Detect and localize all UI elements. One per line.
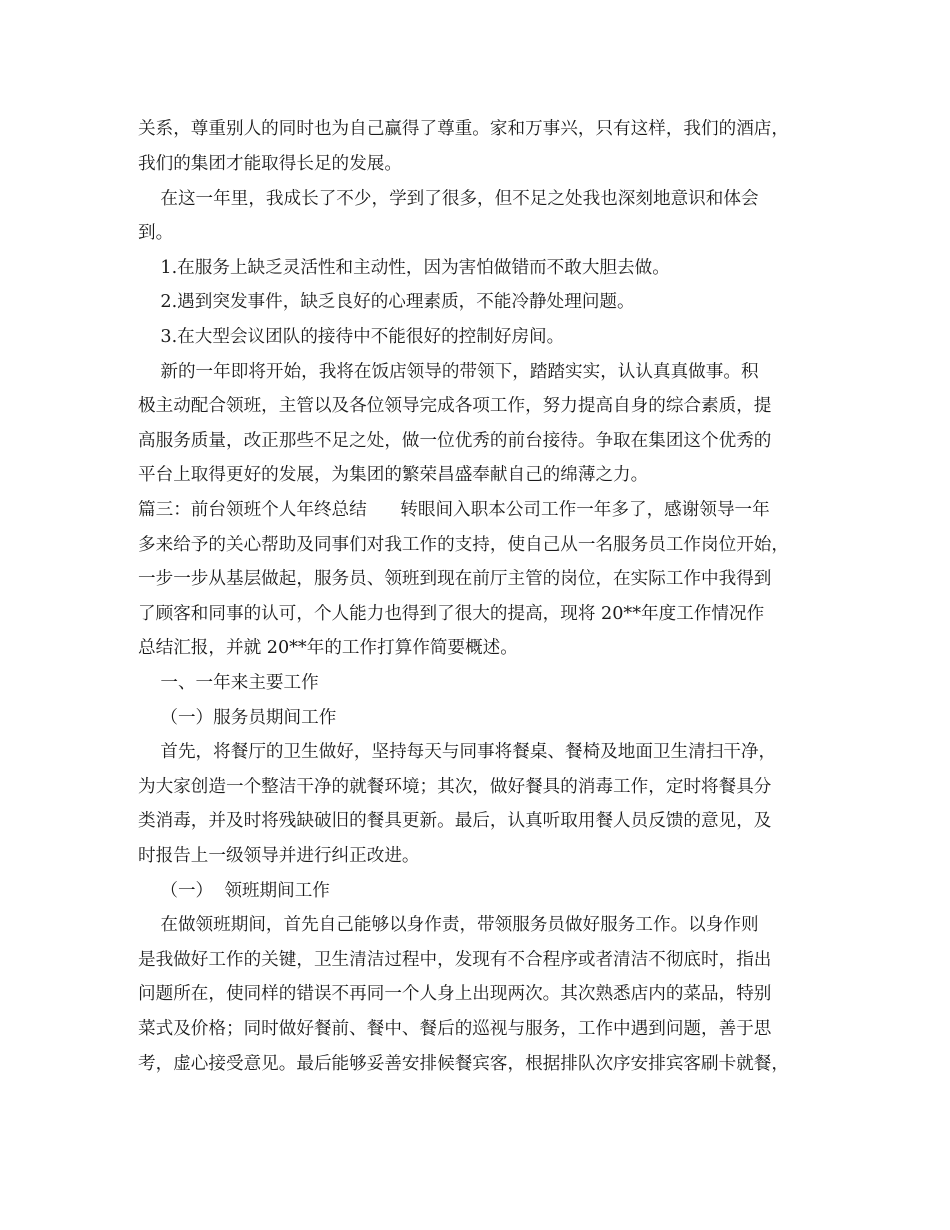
text-line: 极主动配合领班，主管以及各位领导完成各项工作，努力提高自身的综合素质，提 xyxy=(138,396,772,416)
text-line: 为大家创造一个整洁干净的就餐环境；其次，做好餐具的消毒工作，定时将餐具分 xyxy=(138,777,772,797)
text-line: 了顾客和同事的认可，个人能力也得到了很大的提高，现将 20**年度工作情况作 xyxy=(138,604,765,624)
text-line: 3.在大型会议团队的接待中不能很好的控制好房间。 xyxy=(138,327,565,347)
text-line: 总结汇报，并就 20**年的工作打算作简要概述。 xyxy=(138,638,518,658)
text-line: 时报告上一级领导并进行纠正改进。 xyxy=(138,846,420,866)
text-line: 我们的集团才能取得长足的发展。 xyxy=(138,154,402,174)
text-line: 高服务质量，改正那些不足之处，做一位优秀的前台接待。争取在集团这个优秀的 xyxy=(138,431,772,451)
text-line: 问题所在，使同样的错误不再同一个人身上出现两次。其次熟悉店内的菜品，特别 xyxy=(138,984,772,1004)
subheading-line: 一、一年来主要工作 xyxy=(138,673,319,693)
text-line: 新的一年即将开始，我将在饭店领导的带领下，踏踏实实，认认真真做事。积 xyxy=(138,362,759,382)
text-line: 类消毒，并及时将残缺破旧的餐具更新。最后，认真听取用餐人员反馈的意见，及 xyxy=(138,811,772,831)
text-line: 一步一步从基层做起，服务员、领班到现在前厅主管的岗位，在实际工作中我得到 xyxy=(138,569,772,589)
text-line: 是我做好工作的关键，卫生清洁过程中，发现有不合程序或者清洁不彻底时，指出 xyxy=(138,950,772,970)
text-line: 考，虚心接受意见。最后能够妥善安排候餐宾客，根据排队次序安排宾客刷卡就餐， xyxy=(138,1054,789,1074)
text-line: 关系，尊重别人的同时也为自己赢得了尊重。家和万事兴，只有这样，我们的酒店， xyxy=(138,119,789,139)
section-heading-line: 篇三：前台领班个人年终总结 转眼间入职本公司工作一年多了，感谢领导一年 xyxy=(138,500,770,520)
text-line: 平台上取得更好的发展，为集团的繁荣昌盛奉献自己的绵薄之力。 xyxy=(138,465,649,485)
text-line: 到。 xyxy=(138,223,174,243)
subheading-line: （一） 领班期间工作 xyxy=(138,881,330,901)
text-line: 在这一年里，我成长了不少，学到了很多，但不足之处我也深刻地意识和体会 xyxy=(138,189,759,209)
text-line: 菜式及价格；同时做好餐前、餐中、餐后的巡视与服务，工作中遇到问题，善于思 xyxy=(138,1019,772,1039)
text-line: 1.在服务上缺乏灵活性和主动性，因为害怕做错而不敢大胆去做。 xyxy=(138,258,670,278)
text-line: 2.遇到突发事件，缺乏良好的心理素质，不能冷静处理问题。 xyxy=(138,292,635,312)
text-line: 在做领班期间，首先自己能够以身作责，带领服务员做好服务工作。以身作则 xyxy=(138,915,759,935)
subheading-line: （一）服务员期间工作 xyxy=(138,708,337,728)
text-line: 首先，将餐厅的卫生做好，坚持每天与同事将餐桌、餐椅及地面卫生清扫干净， xyxy=(138,742,777,762)
text-line: 多来给予的关心帮助及同事们对我工作的支持，使自己从一名服务员工作岗位开始， xyxy=(138,535,789,555)
